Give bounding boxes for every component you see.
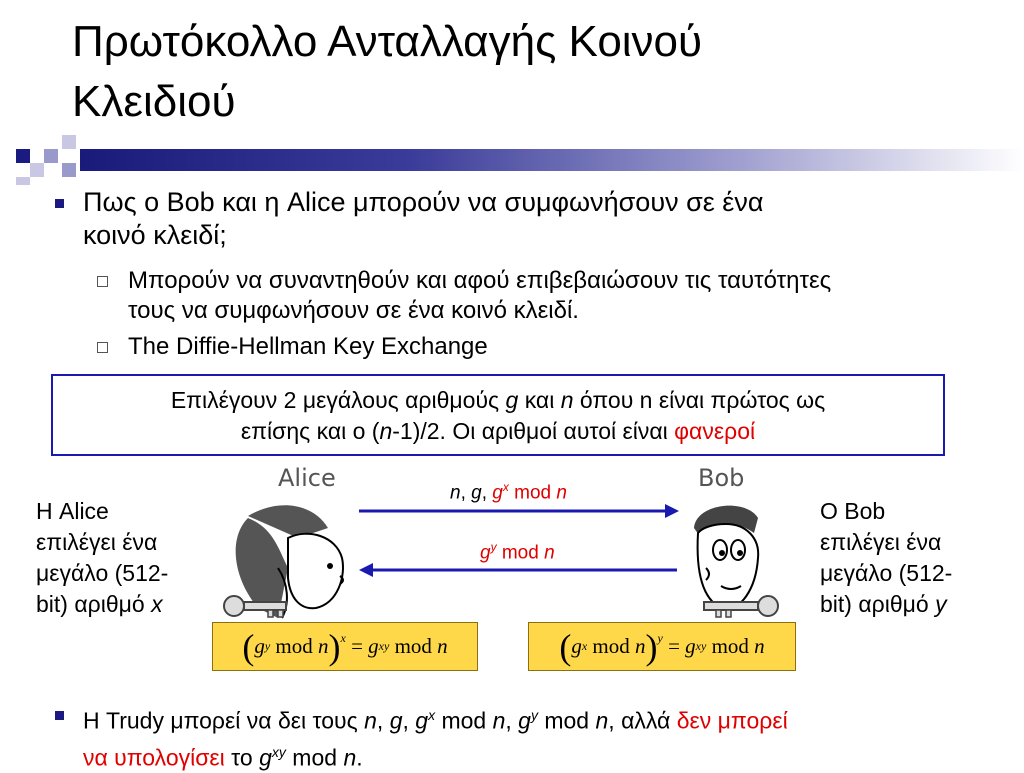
bullet-icon <box>55 711 64 720</box>
slide-title <box>72 12 972 132</box>
arrow-label-bottom: $g^y$ mod n <box>480 540 555 564</box>
bob-name-label: Bob <box>698 464 745 492</box>
trudy-line-1: Η Trudy μπορεί να δει τους n, g, $g^x$ mod n, $g^y$ mod n, αλλά δεν μπορεί <box>83 707 788 734</box>
deco-square <box>16 149 30 163</box>
deco-square <box>30 163 44 177</box>
trudy-bullet-text <box>83 700 1023 773</box>
alice-illustration <box>218 458 358 628</box>
parameters-box <box>51 374 945 456</box>
bob-formula: ( g x mod n ) $^y$ = g xy mod n <box>528 622 796 671</box>
bullet-icon <box>55 199 64 208</box>
sub-bullet-line-2: τους να συμφωνήσουν σε ένα κοινό κλειδί. <box>128 297 579 324</box>
trudy-line-2: να υπολογίσει το $g^{xy}$ mod n. <box>83 743 363 771</box>
alice-formula: ( g y mod n ) $^x$ = g xy mod n <box>212 622 478 671</box>
arrow-label-top: n, g, $g^x$ mod n <box>450 480 567 504</box>
title-line-2: Κλειδιού <box>72 77 236 126</box>
arrow-right-head <box>665 504 679 518</box>
alice-name-label: Alice <box>278 464 336 492</box>
sub-bullet-icon <box>97 342 108 353</box>
bob-description: O Bob επιλέγει ένα μεγάλο (512- bit) αριθμό y <box>820 498 953 617</box>
title-line-1: Πρωτόκολλο Ανταλλαγής Κοινού <box>72 17 703 66</box>
deco-square <box>44 149 58 163</box>
title-decoration <box>0 135 1024 185</box>
sub-bullet-icon <box>97 276 108 287</box>
box-line-1: Επιλέγουν 2 μεγάλους αριθμούς g και n όπου n είναι πρώτος ως <box>170 387 826 413</box>
sub-bullet-text-2: The Diffie-Hellman Key Exchange <box>128 333 488 360</box>
box-line-2: επίσης και ο (n-1)/2. Οι αριθμοί αυτοί είναι φανεροί <box>240 418 756 444</box>
title-gradient-bar <box>80 149 1024 171</box>
deco-square <box>62 163 76 177</box>
bullet-line-1: Πως ο Bob και η Alice μπορούν να συμφωνήσουν σε ένα <box>83 187 764 217</box>
bob-illustration <box>676 458 816 628</box>
arrow-left-head <box>359 563 373 577</box>
deco-square <box>62 135 76 149</box>
deco-square <box>16 177 30 185</box>
alice-description: Η Alice επιλέγει ένα μεγάλο (512- bit) αριθμό x <box>36 498 169 617</box>
sub-bullet-line-1: Μπορούν να συναντηθούν και αφού επιβεβαιώσουν τις ταυτότητες <box>128 267 832 294</box>
sub-bullet-text <box>128 266 1008 326</box>
bullet-text <box>83 186 1003 252</box>
bullet-line-2: κοινό κλειδί; <box>83 220 227 250</box>
